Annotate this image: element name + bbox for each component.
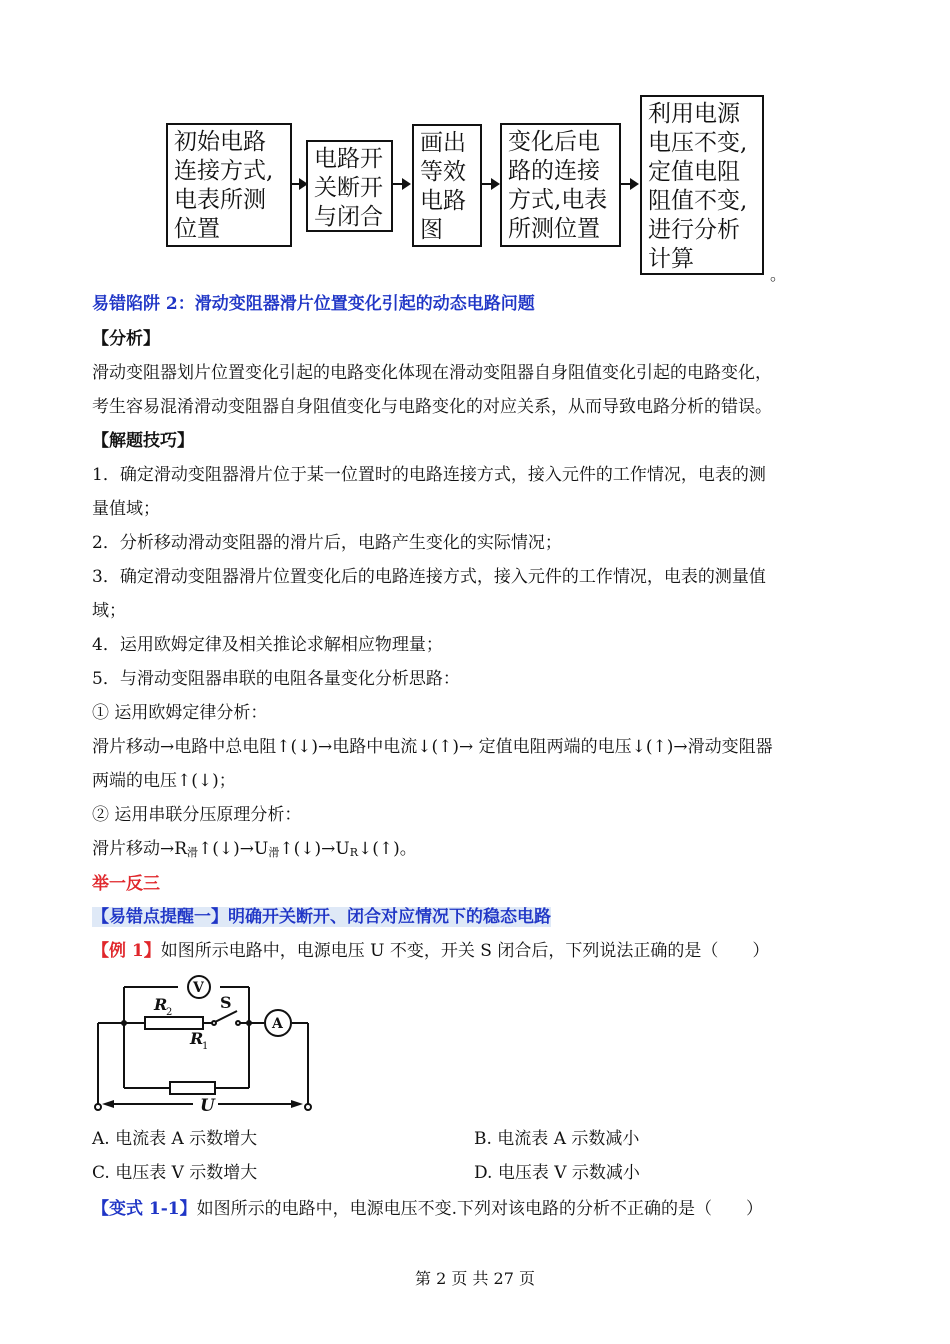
r2-label: R xyxy=(154,995,168,1014)
method-2-sub-1: 滑 xyxy=(187,846,199,859)
voltmeter-label: V xyxy=(193,980,204,996)
analysis-line-1: 滑动变阻器划片位置变化引起的电路变化体现在滑动变阻器自身阻值变化引起的电路变化， xyxy=(92,363,772,383)
flow-box-5: 利用电源 电压不变, 定值电阻 阻值不变, 进行分析 计算 xyxy=(640,95,764,275)
resistor-r2 xyxy=(145,1017,203,1029)
tip-4: 4．运用欧姆定律及相关推论求解相应物理量； xyxy=(92,635,443,655)
method-2-heading: ② 运用串联分压原理分析： xyxy=(92,805,302,825)
option-d[interactable]: D. 电压表 V 示数减小 xyxy=(474,1163,640,1183)
flow-arrow-4 xyxy=(621,183,637,185)
method-2-line xyxy=(92,836,417,866)
method-2-part-a: 滑片移动→R xyxy=(92,839,188,859)
page-footer: 第 2 页 共 27 页 xyxy=(415,1269,535,1288)
resistor-r1 xyxy=(170,1082,215,1094)
flow-arrow-2 xyxy=(393,183,409,185)
arrow-right-icon xyxy=(291,1100,303,1108)
arrow-left-icon xyxy=(102,1100,114,1108)
flow-arrow-1 xyxy=(292,183,306,185)
flow-box-1: 初始电路 连接方式, 电表所测 位置 xyxy=(166,123,292,247)
analysis-heading: 【分析】 xyxy=(92,329,160,349)
switch-contact-right xyxy=(236,1021,240,1025)
flow-box-3: 画出 等效 电路 图 xyxy=(412,124,482,247)
source-terminal-right xyxy=(305,1104,311,1110)
flow-box-4: 变化后电 路的连接 方式,电表 所测位置 xyxy=(500,123,621,247)
example-1-tag: 【例 1】 xyxy=(92,941,161,961)
option-b[interactable]: B. 电流表 A 示数减小 xyxy=(474,1129,640,1149)
variant-1-1 xyxy=(92,1196,763,1222)
flow-arrow-3 xyxy=(482,183,498,185)
method-1-line-2: 两端的电压↑(↓)； xyxy=(92,771,236,791)
flow-end-mark: 。 xyxy=(770,265,787,284)
example-1 xyxy=(92,938,769,964)
r1-sub: 1 xyxy=(202,1041,209,1052)
reminder-1-text: 【易错点提醒一】明确开关断开、闭合对应情况下的稳态电路 xyxy=(92,907,551,927)
variant-question: 如图所示的电路中，电源电压不变.下列对该电路的分析不正确的是（ ） xyxy=(196,1199,764,1219)
source-label: U xyxy=(200,1096,215,1116)
circuit-diagram xyxy=(88,965,328,1120)
r1-label: R xyxy=(190,1029,204,1048)
source-terminal-left xyxy=(95,1104,101,1110)
method-2-part-b: ↑(↓)→U xyxy=(198,839,269,859)
tip-1b: 量值域； xyxy=(92,499,160,519)
method-2-part-c: ↑(↓)→U xyxy=(279,839,350,859)
method-2-sub-3: R xyxy=(349,846,358,859)
switch-contact-left xyxy=(212,1021,216,1025)
tips-heading: 【解题技巧】 xyxy=(92,431,194,451)
method-2-sub-2: 滑 xyxy=(268,846,280,859)
trap2-title: 易错陷阱 2：滑动变阻器滑片位置变化引起的动态电路问题 xyxy=(92,294,535,314)
method-2-part-d: ↓(↑)。 xyxy=(358,839,417,859)
option-c[interactable]: C. 电压表 V 示数增大 xyxy=(92,1163,258,1183)
tip-3b: 域； xyxy=(92,601,126,621)
analysis-line-2: 考生容易混淆滑动变阻器自身阻值变化与电路变化的对应关系，从而导致电路分析的错误。 xyxy=(92,397,772,417)
r2-sub: 2 xyxy=(166,1007,173,1018)
switch-label: S xyxy=(220,993,232,1012)
tip-5: 5．与滑动变阻器串联的电阻各量变化分析思路： xyxy=(92,669,460,689)
tip-2: 2．分析移动滑动变阻器的滑片后，电路产生变化的实际情况； xyxy=(92,533,562,553)
variant-tag: 【变式 1-1】 xyxy=(92,1199,197,1219)
practice-title: 举一反三 xyxy=(92,874,160,894)
reminder-1 xyxy=(92,904,551,930)
ammeter-label: A xyxy=(272,1016,283,1032)
method-1-line-1: 滑片移动→电路中总电阻↑(↓)→电路中电流↓(↑)→ 定值电阻两端的电压↓(↑)→滑动变阻器 xyxy=(92,737,773,757)
example-1-question: 如图所示电路中，电源电压 U 不变，开关 S 闭合后，下列说法正确的是（ ） xyxy=(160,941,770,961)
method-1-heading: ① 运用欧姆定律分析： xyxy=(92,703,268,723)
tip-1a: 1．确定滑动变阻器滑片位于某一位置时的电路连接方式，接入元件的工作情况，电表的测 xyxy=(92,465,766,485)
tip-3a: 3．确定滑动变阻器滑片位置变化后的电路连接方式，接入元件的工作情况，电表的测量值 xyxy=(92,567,766,587)
flow-box-2: 电路开 关断开 与闭合 xyxy=(306,140,393,232)
flowchart xyxy=(160,95,800,285)
option-a[interactable]: A. 电流表 A 示数增大 xyxy=(92,1129,258,1149)
